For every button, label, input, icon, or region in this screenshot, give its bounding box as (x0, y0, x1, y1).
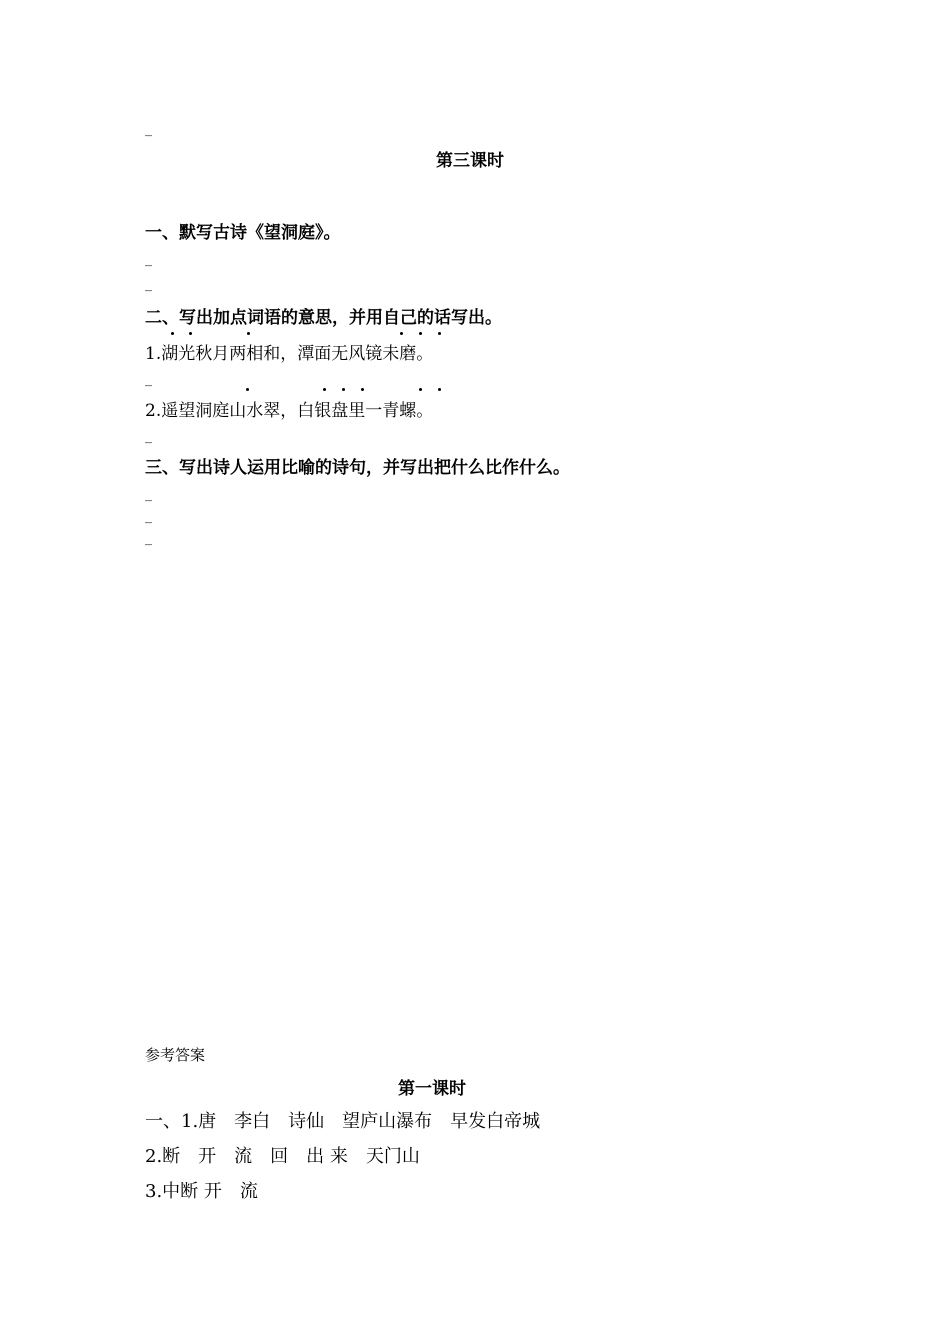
emphasis-dot (419, 332, 422, 335)
answer-blank: _ (145, 251, 152, 267)
emphasis-dot (400, 332, 403, 335)
answer-line-1: 一、1.唐 李白 诗仙 望庐山瀑布 早发白帝城 (145, 1111, 541, 1132)
emphasis-dot (171, 332, 174, 335)
emphasis-dot (189, 332, 192, 335)
answer-line-2: 2.断 开 流 回 出 来 天门山 (145, 1146, 420, 1167)
answer-key-label: 参考答案 (145, 1046, 206, 1064)
emphasis-dot (247, 332, 250, 335)
question-2-heading: 二、写出加点词语的意思，并用自己的话写出。 (145, 308, 502, 328)
emphasis-dot (419, 388, 422, 391)
answer-blank: _ (145, 428, 152, 444)
emphasis-dot (246, 388, 249, 391)
answer-blank: _ (145, 371, 152, 387)
answer-line-3: 3.中断 开 流 (145, 1181, 258, 1202)
answer-blank: _ (145, 530, 152, 546)
poem-line-2: 2.遥望洞庭山水翠，白银盘里一青螺。 (145, 401, 434, 421)
answer-blank: _ (145, 276, 152, 292)
emphasis-dot (438, 332, 441, 335)
emphasis-dot (342, 388, 345, 391)
answer-lesson-title: 第一课时 (398, 1079, 466, 1099)
lesson-title: 第三课时 (436, 151, 504, 171)
poem-line-1: 1.湖光秋月两相和，潭面无风镜未磨。 (145, 344, 434, 364)
answer-blank: _ (145, 508, 152, 524)
question-3-heading: 三、写出诗人运用比喻的诗句，并写出把什么比作什么。 (145, 458, 570, 478)
question-1-heading: 一、默写古诗《望洞庭》。 (145, 223, 341, 243)
answer-blank: _ (145, 486, 152, 502)
emphasis-dot (438, 388, 441, 391)
blank-line: _ (145, 121, 152, 137)
emphasis-dot (361, 388, 364, 391)
emphasis-dot (323, 388, 326, 391)
